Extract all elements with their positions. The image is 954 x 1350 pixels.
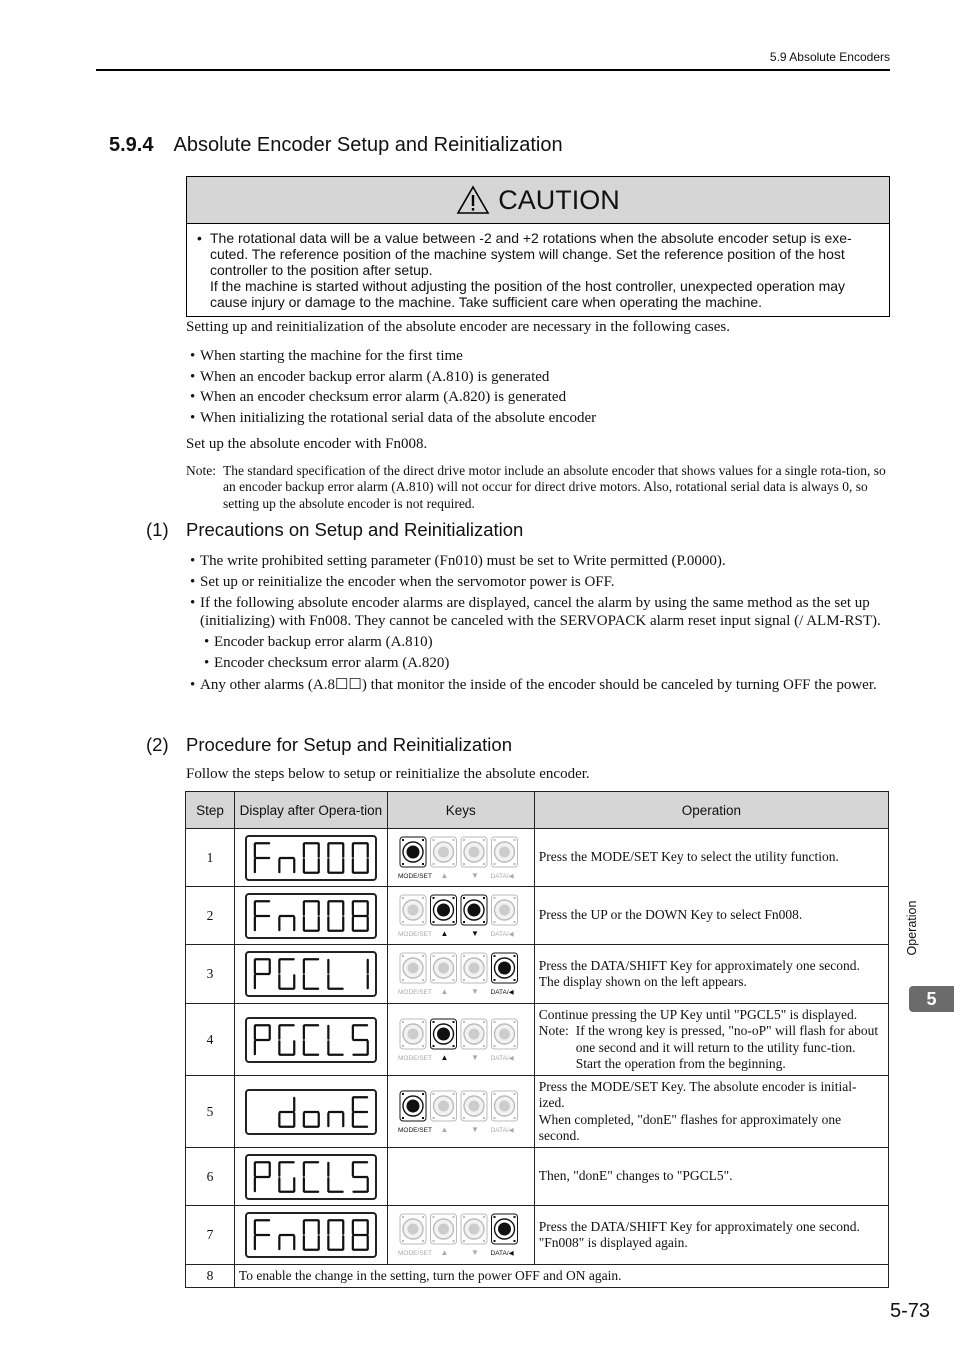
- table-header-row: [186, 792, 889, 829]
- down-key: [461, 837, 487, 880]
- caution-box: [186, 176, 890, 317]
- section-title-text: Absolute Encoder Setup and Reinitialization: [173, 134, 563, 156]
- data-key: [490, 895, 517, 938]
- down-key-label: ▼: [470, 1124, 479, 1134]
- display-cell: [234, 887, 387, 945]
- operation-text: Press the MODE/SET Key to select the utility function.: [538, 849, 839, 865]
- data-key-label: DATA/◀: [490, 1250, 514, 1257]
- list-item: • When starting the machine for the first time: [190, 348, 463, 364]
- operator-keys-panel: [397, 892, 525, 940]
- step-number: 1: [186, 829, 235, 887]
- up-key: [430, 837, 456, 880]
- keys-cell: [387, 1004, 534, 1076]
- operator-keys-panel: [397, 1016, 525, 1064]
- up-key: [430, 1019, 456, 1062]
- mode-key: [398, 1091, 432, 1134]
- mode-key-label: MODE/SET: [397, 872, 432, 880]
- operation-text: Press the MODE/SET Key. The absolute encoder is initial-ized.: [538, 1078, 857, 1111]
- display-cell: [234, 1004, 387, 1076]
- mode-key-label: MODE/SET: [397, 930, 432, 938]
- operation-cell: [534, 1148, 888, 1206]
- subheading-precautions: (1) Precautions on Setup and Reinitialization: [146, 519, 524, 540]
- step-number: 5: [186, 1076, 235, 1148]
- chapter-tab: 5: [909, 986, 954, 1012]
- step-number: 3: [186, 945, 235, 1004]
- mode-key: [398, 895, 432, 938]
- display-cell: [234, 1076, 387, 1148]
- header-keys: Keys: [387, 792, 534, 829]
- table-row: [186, 1148, 889, 1206]
- operation-cell: [534, 829, 888, 887]
- up-key: [430, 953, 456, 996]
- mode-key: [398, 1019, 432, 1062]
- procedure-intro: Follow the steps below to setup or reinitialize the absolute encoder.: [186, 766, 590, 782]
- list-item: • The write prohibited setting parameter (Fn010) must be set to Write permitted (P.0000).: [190, 553, 726, 569]
- setup-line: Set up the absolute encoder with Fn008.: [186, 436, 428, 452]
- list-item: • When initializing the rotational serial data of the absolute encoder: [190, 410, 597, 427]
- up-key: [430, 1214, 456, 1257]
- data-key: [490, 837, 517, 880]
- caution-text: The rotational data will be a value between -2 and +2 rotations when the absolute encoder setup is exe-cuted. The reference position of the machine system will change. Set the reference position of the host controller to the position after setup.: [210, 230, 852, 278]
- data-key-label: DATA/◀: [490, 989, 514, 996]
- seven-segment-display: [245, 1089, 377, 1135]
- list-item: • Set up or reinitialize the encoder when the servomotor power is OFF.: [190, 573, 615, 590]
- table-row: [186, 887, 889, 945]
- data-key: [490, 1019, 517, 1062]
- step-number: 2: [186, 887, 235, 945]
- operation-text: Press the UP or the DOWN Key to select Fn008.: [538, 907, 803, 923]
- up-key: [430, 895, 456, 938]
- side-tab-label: Operation: [905, 900, 919, 956]
- operation-text: Press the DATA/SHIFT Key for approximately one second. The display shown on the left appears.: [538, 957, 860, 989]
- subheading-procedure: (2) Procedure for Setup and Reinitialization: [146, 734, 512, 755]
- keys-cell: [387, 1148, 534, 1206]
- running-head: 5.9 Absolute Encoders: [769, 50, 890, 64]
- seven-segment-display: [245, 893, 377, 939]
- display-cell: [234, 1148, 387, 1206]
- operation-cell: [534, 1004, 888, 1076]
- down-key-label: ▼: [470, 1052, 479, 1062]
- table-row: [186, 1206, 889, 1265]
- note-text: The standard specification of the direct drive motor include an absolute encoder that shows values for a single rota-tion, so an encoder backup error alarm (A.810) will not occur for direct drive motors. Also, rotational serial data is always 0, so setting up the absolute encoder is not required.: [223, 463, 886, 511]
- display-cell: [234, 829, 387, 887]
- mode-key-label: MODE/SET: [397, 989, 432, 996]
- up-key-label: ▲: [440, 928, 449, 938]
- table-row: [186, 1004, 889, 1076]
- caution-header: [187, 177, 889, 224]
- seven-segment-display: [245, 1212, 377, 1258]
- keys-cell: [387, 1076, 534, 1148]
- display-cell: [234, 945, 387, 1004]
- keys-cell: [387, 829, 534, 887]
- operator-keys-panel: [397, 950, 525, 998]
- down-key: [461, 1091, 487, 1134]
- operation-text-2: "Fn008" is displayed again.: [538, 1235, 688, 1250]
- operation-text: Then, "donE" changes to "PGCL5".: [538, 1168, 733, 1184]
- keys-cell: [387, 1206, 534, 1265]
- seven-segment-display: [245, 1017, 377, 1063]
- step-number: 4: [186, 1004, 235, 1076]
- list-item: • Any other alarms (A.8☐☐) that monitor the inside of the encoder should be canceled by turning OFF the power.: [190, 676, 877, 693]
- keys-cell: [387, 887, 534, 945]
- operation-cell: [534, 945, 888, 1004]
- down-key: [461, 1019, 487, 1062]
- operation-cell: [534, 887, 888, 945]
- operation-cell: [534, 1076, 888, 1148]
- precautions-list: [190, 551, 890, 694]
- section-title: [109, 134, 563, 157]
- page-number: 5-73: [889, 1300, 930, 1322]
- operator-keys-panel: [397, 834, 525, 882]
- down-key-label: ▼: [470, 987, 479, 996]
- up-key-label: ▲: [440, 1124, 449, 1134]
- operator-keys-panel: [397, 1088, 525, 1136]
- intro-paragraph: Setting up and reinitialization of the absolute encoder are necessary in the following cases.: [186, 319, 730, 335]
- list-item: • Encoder backup error alarm (A.810): [204, 634, 433, 651]
- operation-note: Note: If the wrong key is pressed, "no-oP" will flash for about one second and it will return to the utility func-tion. Start the operation from the beginning.: [538, 1023, 879, 1071]
- cases-list: [190, 346, 890, 429]
- data-key-label: DATA/◀: [490, 930, 514, 938]
- list-item: • When an encoder checksum error alarm (A.820) is generated: [190, 389, 567, 406]
- up-key-label: ▲: [440, 870, 449, 880]
- header-step: Step: [186, 792, 235, 829]
- data-key-label: DATA/◀: [490, 1054, 514, 1062]
- up-key: [430, 1091, 456, 1134]
- display-cell: [234, 1206, 387, 1265]
- mode-key: [398, 1214, 432, 1257]
- operation-text: Press the DATA/SHIFT Key for approximately one second.: [538, 1218, 860, 1234]
- data-key-label: DATA/◀: [490, 872, 514, 880]
- mode-key: [398, 837, 432, 880]
- table-row: [186, 1076, 889, 1148]
- mode-key: [398, 953, 432, 996]
- table-row: 8 To enable the change in the setting, turn the power OFF and ON again.: [186, 1265, 889, 1288]
- list-item: • When an encoder backup error alarm (A.810) is generated: [190, 368, 550, 385]
- data-key: [490, 1214, 517, 1257]
- down-key-label: ▼: [470, 870, 479, 880]
- data-key: [490, 1091, 517, 1134]
- keys-cell: [387, 945, 534, 1004]
- header-operation: Operation: [534, 792, 888, 829]
- caution-body: • The rotational data will be a value between -2 and +2 rotations when the absolute encoder setup is exe-cuted. The reference position of the machine system will change. Set the reference position of the host controller to the position after setup. If the machine is started without adjusting the position of the host controller, unexpected operation may cause injury or damage to the machine. Take sufficient care when operating the machine.: [187, 224, 889, 310]
- list-item: • Encoder checksum error alarm (A.820): [204, 655, 450, 672]
- step-number: 7: [186, 1206, 235, 1265]
- caution-text-2: If the machine is started without adjusting the position of the host controller, unexpected operation may cause injury or damage to the machine. Take sufficient care when operating the machine.: [210, 278, 846, 310]
- section-number: 5.9.4: [109, 134, 154, 156]
- note-label: Note:: [186, 463, 216, 478]
- seven-segment-display: [245, 1154, 377, 1200]
- up-key-label: ▲: [440, 1052, 449, 1062]
- operation-text: Continue pressing the UP Key until "PGCL5" is displayed.: [538, 1006, 858, 1022]
- operator-keys-panel: [397, 1211, 525, 1259]
- seven-segment-display: [245, 835, 377, 881]
- header-display: Display after Opera-tion: [234, 792, 387, 829]
- final-step-text: To enable the change in the setting, turn the power OFF and ON again.: [234, 1265, 888, 1288]
- down-key: [461, 953, 487, 996]
- procedure-table: [185, 791, 889, 1288]
- down-key: [461, 1214, 487, 1257]
- header-rule: [96, 69, 890, 71]
- caution-title: CAUTION: [498, 184, 620, 215]
- up-key-label: ▲: [440, 1248, 449, 1257]
- table-row: [186, 945, 889, 1004]
- mode-key-label: MODE/SET: [397, 1054, 432, 1062]
- operation-text-2: When completed, "donE" flashes for approximately one second.: [538, 1111, 842, 1143]
- up-key-label: ▲: [440, 987, 449, 996]
- seven-segment-display: [245, 951, 377, 997]
- down-key: [461, 895, 487, 938]
- warning-triangle-icon: [456, 185, 490, 215]
- down-key-label: ▼: [470, 1248, 479, 1257]
- data-key-label: DATA/◀: [490, 1126, 514, 1134]
- table-row: [186, 829, 889, 887]
- mode-key-label: MODE/SET: [397, 1126, 432, 1134]
- step-number: 6: [186, 1148, 235, 1206]
- operation-cell: [534, 1206, 888, 1265]
- mode-key-label: MODE/SET: [397, 1250, 432, 1257]
- note: [186, 463, 890, 512]
- list-item: • If the following absolute encoder alarms are displayed, cancel the alarm by using the same method as the set up (initializing) with Fn008. They cannot be canceled with the SERVOPACK alarm reset input signal (/ ALM-RST).: [190, 595, 881, 630]
- down-key-label: ▼: [470, 928, 479, 938]
- data-key: [490, 953, 517, 996]
